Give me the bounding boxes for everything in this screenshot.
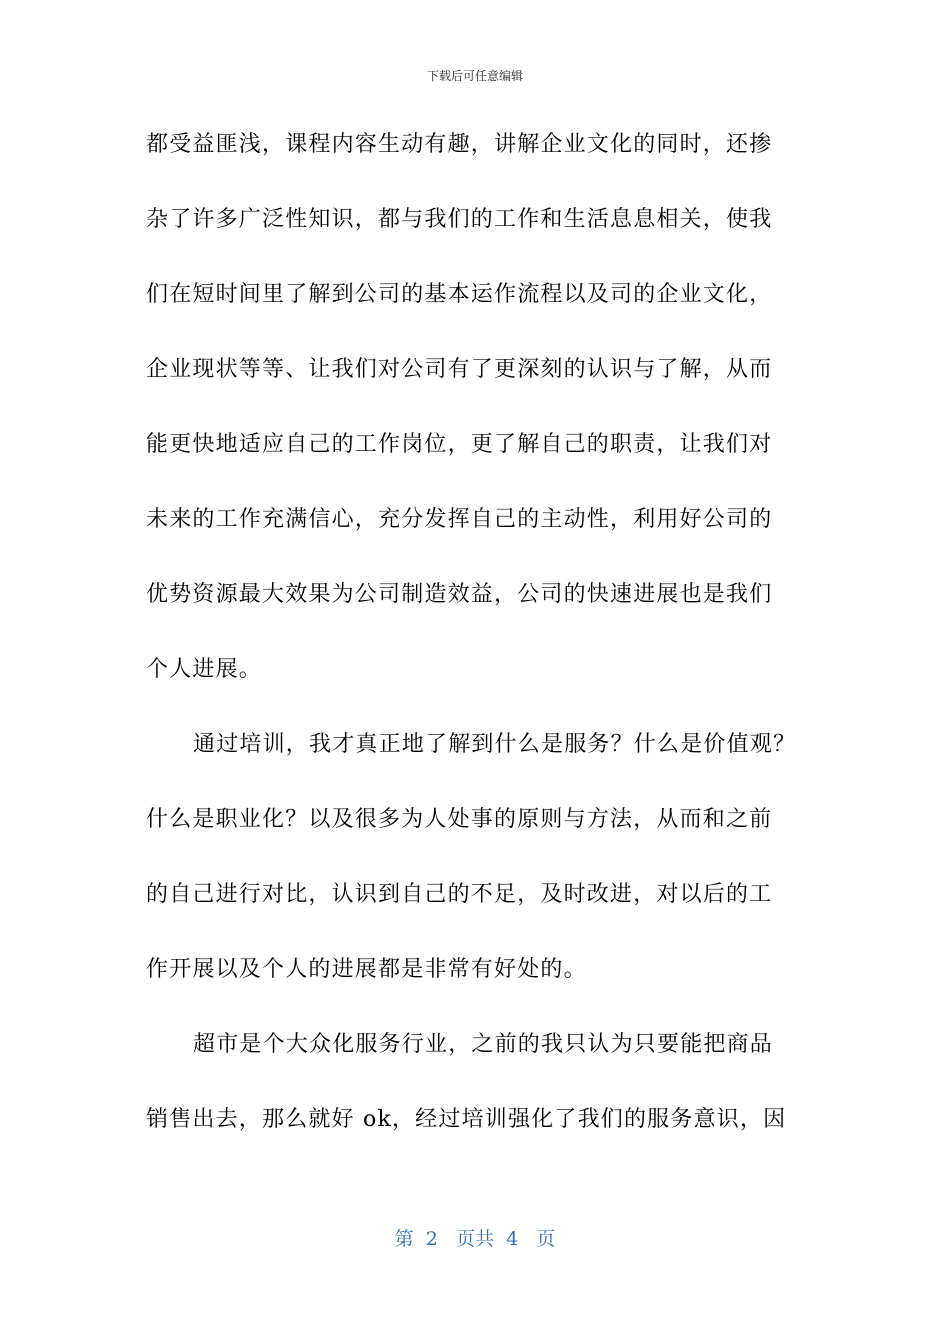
body-line: 未来的工作充满信心，充分发挥自己的主动性，利用好公司的: [146, 507, 773, 532]
page-header-note: 下载后可任意编辑: [426, 69, 523, 83]
footer-prefix: 第: [394, 1228, 414, 1250]
body-line: 销售出去，那么就好 ok，经过培训强化了我们的服务意识，因: [146, 1107, 787, 1132]
footer-suffix: 页: [536, 1228, 556, 1250]
page-number-footer: [0, 1226, 950, 1252]
footer-current-page: 2: [425, 1228, 438, 1250]
body-line: 们在短时间里了解到公司的基本运作流程以及司的企业文化，: [146, 282, 773, 307]
body-line: 什么是职业化？以及很多为人处事的原则与方法，从而和之前: [146, 807, 773, 832]
footer-middle: 页共: [455, 1228, 494, 1250]
body-line: 的自己进行对比，认识到自己的不足，及时改进，对以后的工: [146, 882, 773, 907]
body-line: 杂了许多广泛性知识，都与我们的工作和生活息息相关，使我: [146, 207, 773, 232]
body-line: 能更快地适应自己的工作岗位，更了解自己的职责，让我们对: [146, 432, 773, 457]
body-line: 优势资源最大效果为公司制造效益，公司的快速进展也是我们: [146, 582, 773, 607]
body-line: 企业现状等等、让我们对公司有了更深刻的认识与了解，从而: [146, 357, 773, 382]
body-line: 作开展以及个人的进展都是非常有好处的。: [146, 957, 587, 982]
paragraph-first-line: 超市是个大众化服务行业，之前的我只认为只要能把商品: [193, 1032, 774, 1057]
body-line: 都受益匪浅，课程内容生动有趣，讲解企业文化的同时，还掺: [146, 132, 773, 157]
body-line: 个人进展。: [146, 657, 263, 682]
paragraph-first-line: 通过培训，我才真正地了解到什么是服务？什么是价值观？: [193, 732, 797, 757]
footer-total-pages: 4: [506, 1228, 519, 1250]
